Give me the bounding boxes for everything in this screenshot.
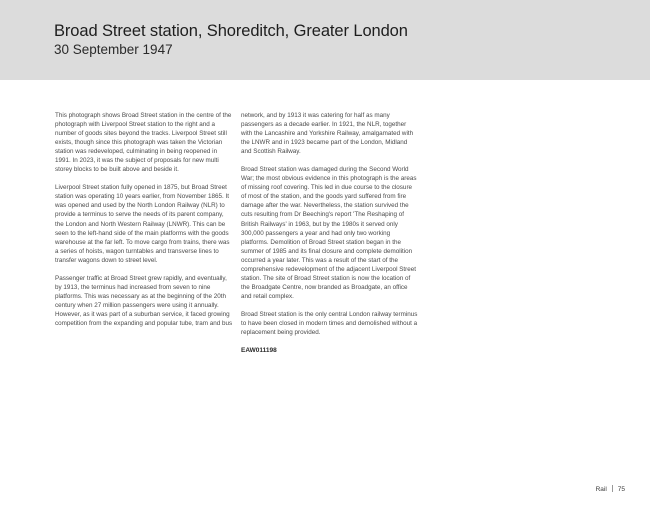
paragraph: Liverpool Street station fully opened in 1875, but Broad Street station was operating 10 years earlier, from November 1865. It was opened and used by the North London Railway (NLR) to provide a terminus to serve the needs of its parent company, the London and North Western Railway (LNWR). This can be seen to the left-hand side of the main platforms with the goods warehouse at the far left. To move cargo from trains, there was a series of hoists, wagon turntables and transverse lines to transfer wagons down to street level. — [55, 184, 230, 264]
paragraph: This photograph shows Broad Street station in the centre of the photograph with Liverpool Street station to the right and a number of goods sites beyond the tracks. Liverpool Street still exists, though since this photograph was taken the Victorian station was redeveloped, culminating in being reopened in 1991. In 2023, it was the subject of proposals for new multi storey blocks to be built above and beside it. — [55, 112, 232, 174]
page-header — [0, 0, 650, 80]
section-name: Rail — [595, 486, 607, 493]
image-reference: EAW011198 — [241, 347, 277, 355]
page-footer — [596, 485, 625, 493]
footer-divider — [612, 485, 613, 492]
paragraph: network, and by 1913 it was catering for half as many passengers as a decade earlier. In 1921, the NLR, together with the Lancashire and Yorkshire Railway, amalgamated with the LNWR and in 1923 became part of the London, Midland and Scottish Railway. — [241, 112, 414, 156]
right-column — [241, 111, 419, 355]
paragraph: Broad Street station is the only central London railway terminus to have been closed in modern times and demolished without a replacement being provided. — [241, 310, 418, 337]
photo-date: 30 September 1947 — [54, 42, 173, 57]
paragraph: Passenger traffic at Broad Street grew rapidly, and eventually, by 1913, the terminus had increased from seven to nine platforms. This was necessary as at the beginning of the 20th century when 27 million passengers were using it annually. However, as it was part of a suburban service, it faced growing competition from the expanding and popular tube, tram and bus — [55, 274, 233, 327]
left-column — [55, 111, 233, 337]
page-number: 75 — [617, 486, 625, 493]
page-title: Broad Street station, Shoreditch, Greater London — [54, 22, 408, 40]
paragraph: Broad Street station was damaged during the Second World War; the most obvious evidence in this photograph is the areas of missing roof covering. This led in due course to the closure of most of the station, and the goods yard suffered from fire damage after the war. Nevertheless, the station survived the cuts resulting from Dr Beeching's report 'The Reshaping of British Railways' in 1963, but by the 1980s it served only 300,000 passengers a year and had only two working platforms. Demolition of Broad Street station began in the summer of 1985 and its final closure and complete demolition occurred a year later. This was a result of the start of the comprehensive redevelopment of the adjacent Liverpool Street station. The site of Broad Street station is now the location of the Broadgate Centre, now branded as Broadgate, an office and retail complex. — [241, 166, 417, 300]
